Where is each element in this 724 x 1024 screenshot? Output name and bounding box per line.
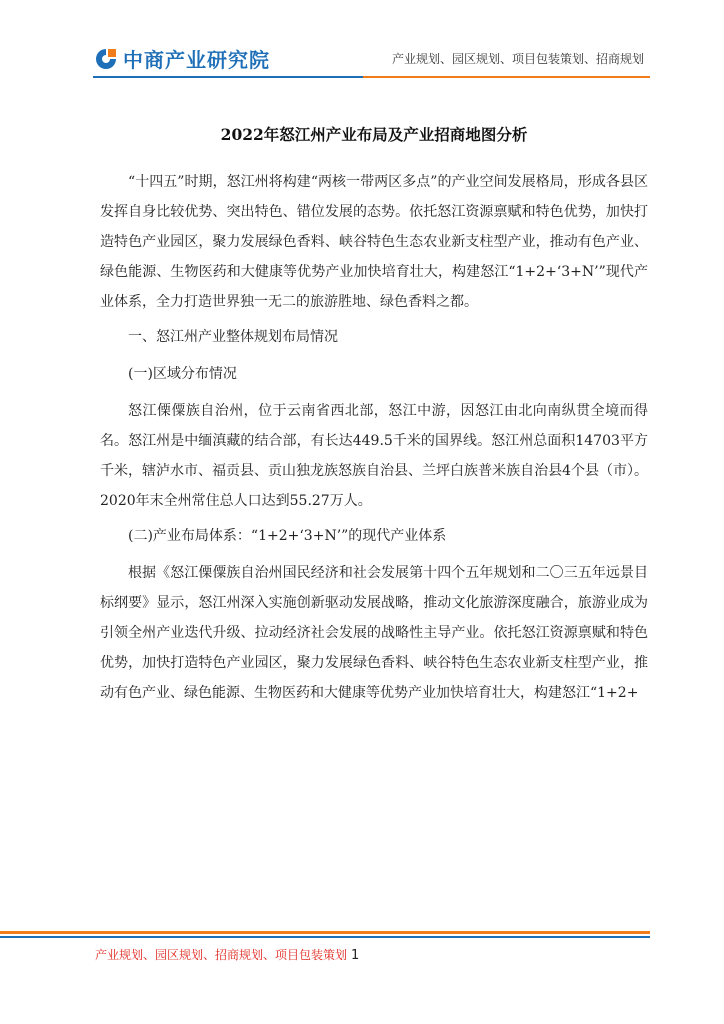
subsection-heading-industry: (二)产业布局体系：“1+2+‘3+N’”的现代产业体系 [128,528,447,544]
page-number: 1 [351,948,360,963]
logo-text: 中商产业研究院 [123,48,270,72]
footer-rule-blue [0,936,650,938]
page-header [0,0,724,80]
header-rule-blue [93,76,363,78]
industry-paragraph: 根据《怒江傈僳族自治州国民经济和社会发展第十四个五年规划和二〇三五年远景目标纲要》显示，怒江州深入实施创新驱动发展战略，推动文化旅游深度融合，旅游业成为引领全州产业迭代升级、拉动经济社会发展的战略性主导产业。依托怒江资源禀赋和特色优势，加快打造特色产业园区，聚力发展绿色香料、峡谷特色生态农业新支柱型产业，推动有色产业、绿色能源、生物医药和大健康等优势产业加快培育壮大，构建怒江“1+2+ [100,565,648,701]
intro-paragraph: “十四五”时期，怒江州将构建“两核一带两区多点”的产业空间发展格局，形成各县区发挥自身比较优势、突出特色、错位发展的态势。依托怒江资源禀赋和特色优势，加快打造特色产业园区，聚力发展绿色香料、峡谷特色生态农业新支柱型产业，推动有色产业、绿色能源、生物医药和大健康等优势产业加快培育壮大，构建怒江“1+2+‘3+N’”现代产业体系，全力打造世界独一无二的旅游胜地、绿色香料之都。 [100,174,648,310]
page-footer [95,946,359,963]
region-paragraph: 怒江傈僳族自治州，位于云南省西北部，怒江中游，因怒江由北向南纵贯全境而得名。怒江州是中缅滇藏的结合部，有长达449.5千米的国界线。怒江州总面积14703平方千米，辖泸水市、福贡县、贡山独龙族怒族自治县、兰坪白族普米族自治县4个县（市）。2020年末全州常住总人口达到55.27万人。 [100,403,648,509]
header-tagline: 产业规划、园区规划、项目包装策划、招商规划 [391,52,644,66]
logo [93,44,270,73]
document-title: 2022年怒江州产业布局及产业招商地图分析 [220,125,528,144]
footer-rule-orange [0,931,650,934]
subsection-heading-region: (一)区域分布情况 [128,366,237,382]
footer-text: 产业规划、园区规划、招商规划、项目包装策划 [95,948,348,962]
header-rule-orange [363,76,650,78]
logo-icon [93,46,119,72]
section-heading: 一、怒江州产业整体规划布局情况 [128,329,338,345]
document-body [100,120,648,713]
